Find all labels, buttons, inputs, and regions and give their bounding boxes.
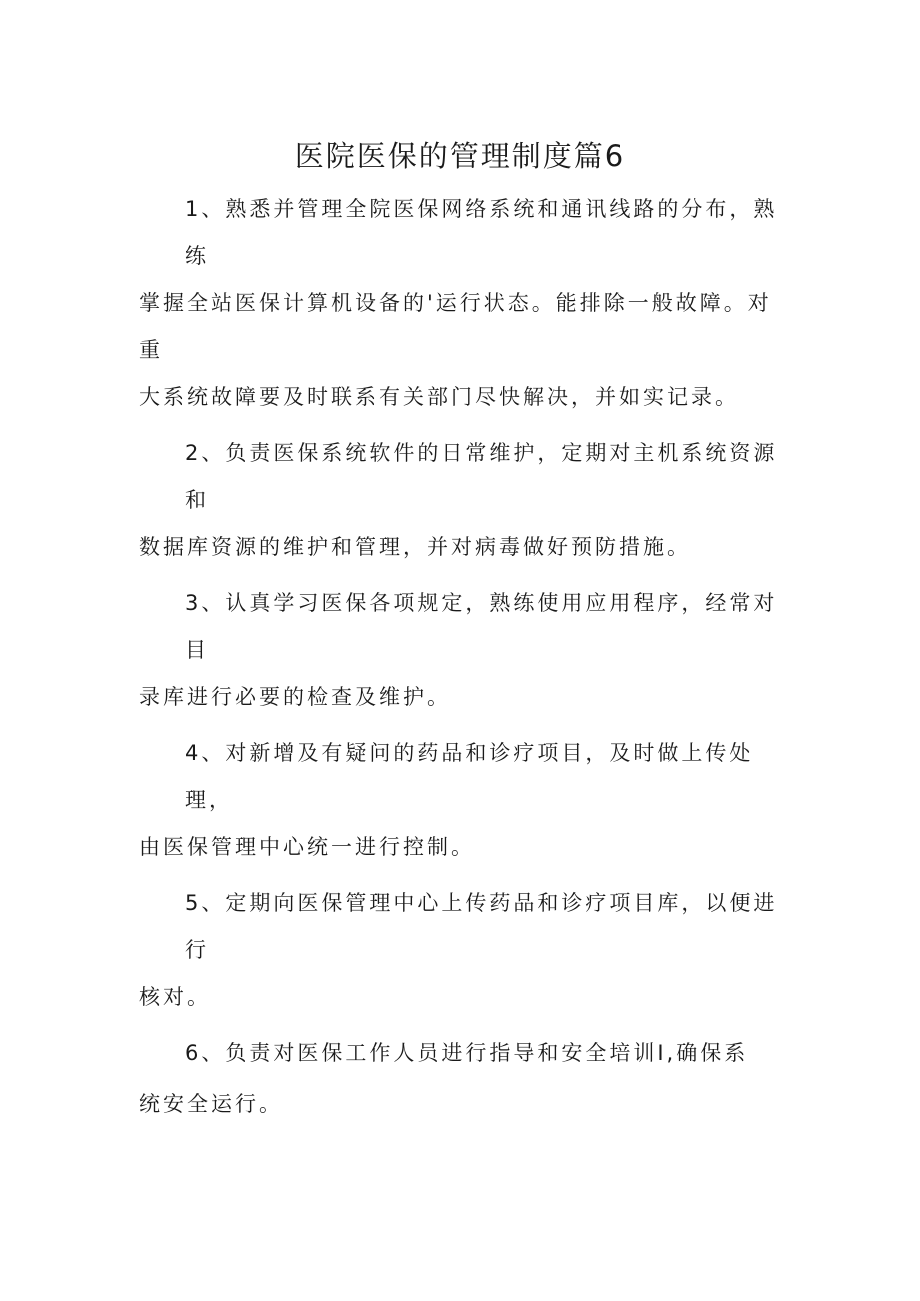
document-body <box>139 186 785 1128</box>
paragraph-2-line-1: 2、负责医保系统软件的日常维护，定期对主机系统资源和 <box>185 441 778 512</box>
paragraph-2-line-2: 数据库资源的维护和管理，并对病毒做好预防措施。 <box>139 535 691 559</box>
paragraph-1-line-3: 大系统故障要及时联系有关部门尽快解决，并如实记录。 <box>139 385 739 409</box>
paragraph-6 <box>139 1030 785 1128</box>
paragraph-4-line-2: 由医保管理中心统一进行控制。 <box>139 835 475 859</box>
paragraph-5 <box>139 880 785 1021</box>
paragraph-4 <box>139 730 785 871</box>
paragraph-6-line-1: 6、负责对医保工作人员进行指导和安全培训I,确保系 <box>185 1041 749 1065</box>
paragraph-3-line-1: 3、认真学习医保各项规定，熟练使用应用程序，经常对目 <box>185 591 778 662</box>
paragraph-1 <box>139 186 785 421</box>
paragraph-1-line-1: 1、熟悉并管理全院医保网络系统和通讯线路的分布，熟练 <box>185 197 778 268</box>
paragraph-3 <box>139 580 785 721</box>
paragraph-5-line-1: 5、定期向医保管理中心上传药品和诊疗项目库，以便进行 <box>185 891 778 962</box>
document-title: 医院医保的管理制度篇6 <box>294 139 626 173</box>
paragraph-4-line-1: 4、对新增及有疑问的药品和诊疗项目，及时做上传处理， <box>185 741 754 812</box>
paragraph-1-line-2: 掌握全站医保计算机设备的'运行状态。能排除一般故障。对重 <box>139 291 772 362</box>
paragraph-3-line-2: 录库进行必要的检查及维护。 <box>139 685 451 709</box>
paragraph-6-line-2: 统安全运行。 <box>139 1092 283 1116</box>
paragraph-5-line-2: 核对。 <box>139 985 211 1009</box>
paragraph-2 <box>139 430 785 571</box>
